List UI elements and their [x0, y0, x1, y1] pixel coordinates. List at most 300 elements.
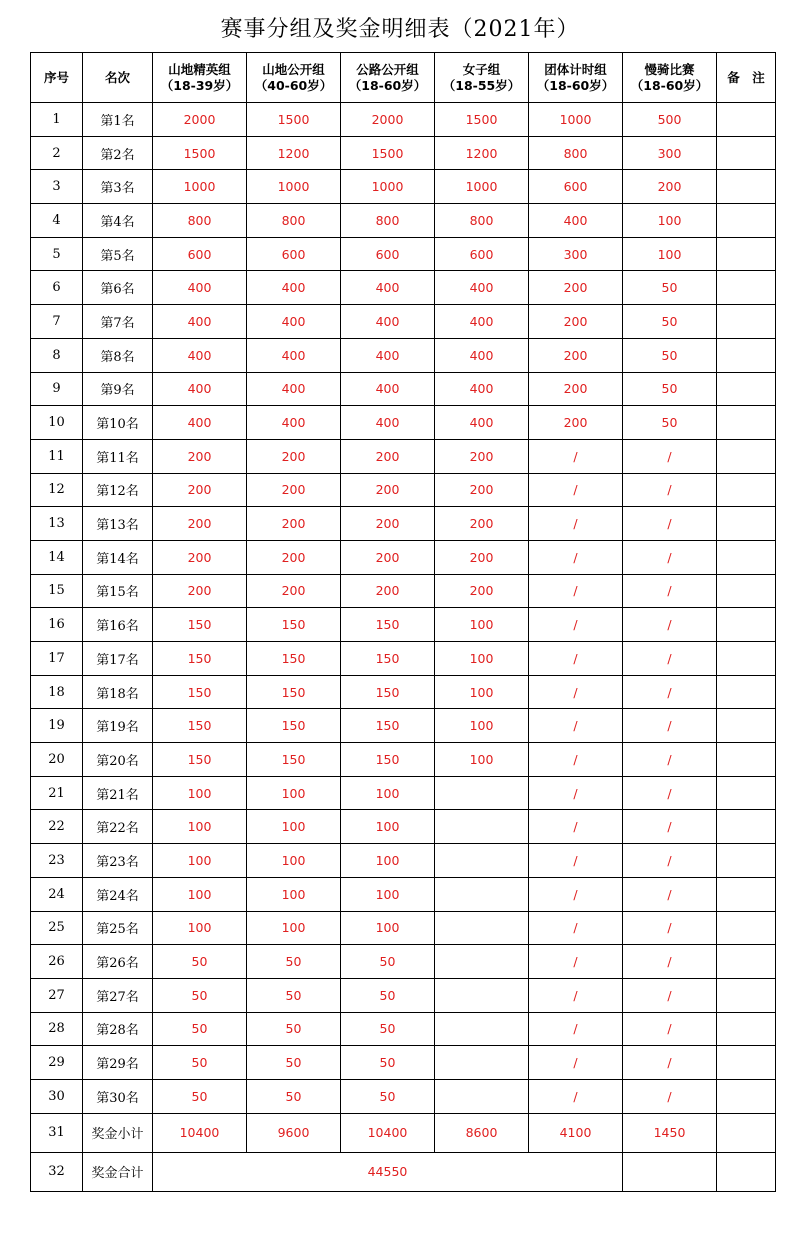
row-rank: 第28名 — [83, 1012, 153, 1046]
prize-cell: / — [623, 608, 717, 642]
prize-cell: 500 — [623, 103, 717, 137]
row-seq: 5 — [31, 237, 83, 271]
prize-cell: 200 — [153, 574, 247, 608]
prize-cell: / — [529, 1046, 623, 1080]
prize-cell: 100 — [435, 642, 529, 676]
table-row — [31, 439, 776, 473]
table-row — [31, 1046, 776, 1080]
row-rank: 第30名 — [83, 1079, 153, 1113]
header-seq: 序号 — [31, 53, 83, 103]
row-rank: 第3名 — [83, 170, 153, 204]
remark-cell — [717, 136, 776, 170]
header-row — [31, 53, 776, 103]
prize-cell: 600 — [247, 237, 341, 271]
prize-cell: 200 — [341, 473, 435, 507]
group-age: （18-55岁） — [442, 77, 521, 93]
prize-cell: 100 — [153, 810, 247, 844]
row-rank: 第12名 — [83, 473, 153, 507]
prize-cell: 100 — [153, 911, 247, 945]
remark-cell — [717, 978, 776, 1012]
group-age: （18-60岁） — [630, 77, 709, 93]
prize-cell: 50 — [153, 978, 247, 1012]
header-group-6 — [623, 53, 717, 103]
remark-cell — [717, 507, 776, 541]
prize-cell: 100 — [435, 709, 529, 743]
header-group-2 — [247, 53, 341, 103]
row-seq: 19 — [31, 709, 83, 743]
prize-cell: 150 — [341, 709, 435, 743]
prize-cell: 2000 — [153, 103, 247, 137]
prize-cell: 200 — [247, 540, 341, 574]
row-seq: 3 — [31, 170, 83, 204]
prize-cell: / — [623, 1046, 717, 1080]
prize-cell: / — [529, 675, 623, 709]
remark-cell — [717, 574, 776, 608]
prize-cell: / — [623, 439, 717, 473]
prize-cell: 1500 — [247, 103, 341, 137]
row-seq: 14 — [31, 540, 83, 574]
prize-cell: / — [529, 945, 623, 979]
prize-cell: / — [623, 844, 717, 878]
prize-cell: 200 — [341, 574, 435, 608]
prize-cell: / — [529, 709, 623, 743]
row-seq: 11 — [31, 439, 83, 473]
subtotal-label: 奖金小计 — [83, 1113, 153, 1152]
prize-cell: 100 — [153, 844, 247, 878]
group-name: 公路公开组 — [356, 61, 419, 77]
prize-cell: 600 — [341, 237, 435, 271]
row-rank: 第27名 — [83, 978, 153, 1012]
prize-cell: 200 — [341, 540, 435, 574]
group-age: （18-60岁） — [348, 77, 427, 93]
prize-cell: / — [623, 507, 717, 541]
prize-cell: 100 — [247, 877, 341, 911]
prize-cell: 200 — [529, 406, 623, 440]
table-row — [31, 844, 776, 878]
prize-cell: 200 — [153, 540, 247, 574]
empty-cell — [623, 1152, 717, 1191]
remark-cell — [717, 170, 776, 204]
prize-cell: 400 — [435, 406, 529, 440]
table-row — [31, 473, 776, 507]
prize-cell — [435, 810, 529, 844]
prize-cell: / — [623, 776, 717, 810]
prize-cell: 100 — [247, 776, 341, 810]
prize-cell: 100 — [341, 776, 435, 810]
prize-cell: / — [623, 1079, 717, 1113]
remark-cell — [717, 945, 776, 979]
row-seq: 26 — [31, 945, 83, 979]
row-rank: 第9名 — [83, 372, 153, 406]
prize-cell: / — [623, 574, 717, 608]
prize-cell: 400 — [435, 338, 529, 372]
table-row — [31, 574, 776, 608]
row-seq: 22 — [31, 810, 83, 844]
row-seq: 21 — [31, 776, 83, 810]
prize-cell: 400 — [247, 338, 341, 372]
group-name: 女子组 — [462, 61, 501, 77]
row-seq: 29 — [31, 1046, 83, 1080]
prize-cell: 100 — [341, 877, 435, 911]
prize-cell: 150 — [247, 642, 341, 676]
header-group-4 — [435, 53, 529, 103]
prize-cell: 50 — [153, 1012, 247, 1046]
prize-cell: 400 — [247, 271, 341, 305]
prize-cell: 100 — [435, 675, 529, 709]
table-row — [31, 877, 776, 911]
prize-cell: 1200 — [247, 136, 341, 170]
remark-cell — [717, 1046, 776, 1080]
prize-cell: 200 — [435, 540, 529, 574]
table-row — [31, 103, 776, 137]
row-rank: 第4名 — [83, 204, 153, 238]
prize-cell: 1500 — [153, 136, 247, 170]
prize-cell: / — [529, 877, 623, 911]
prize-cell: / — [623, 978, 717, 1012]
prize-cell: / — [529, 642, 623, 676]
row-rank: 第5名 — [83, 237, 153, 271]
prize-cell: 200 — [153, 473, 247, 507]
prize-cell: 50 — [341, 1046, 435, 1080]
table-row — [31, 338, 776, 372]
table-row — [31, 237, 776, 271]
prize-cell: 200 — [435, 507, 529, 541]
remark-cell — [717, 204, 776, 238]
prize-cell: / — [623, 945, 717, 979]
table-row — [31, 271, 776, 305]
prize-cell: 400 — [341, 305, 435, 339]
prize-cell: / — [529, 1079, 623, 1113]
row-rank: 第2名 — [83, 136, 153, 170]
subtotal-cell: 10400 — [153, 1113, 247, 1152]
prize-cell: 400 — [435, 271, 529, 305]
row-rank: 第16名 — [83, 608, 153, 642]
prize-cell: 150 — [153, 608, 247, 642]
prize-cell: 150 — [341, 608, 435, 642]
prize-cell — [435, 911, 529, 945]
prize-cell: 100 — [341, 844, 435, 878]
prize-cell: 800 — [529, 136, 623, 170]
prize-cell: 200 — [341, 507, 435, 541]
prize-cell: 150 — [247, 608, 341, 642]
prize-cell: 50 — [341, 1012, 435, 1046]
prize-cell: 50 — [341, 1079, 435, 1113]
prize-cell: 50 — [247, 978, 341, 1012]
table-row — [31, 507, 776, 541]
prize-cell — [435, 776, 529, 810]
row-seq: 30 — [31, 1079, 83, 1113]
prize-cell: / — [623, 642, 717, 676]
prize-cell: 600 — [435, 237, 529, 271]
header-remark: 备 注 — [717, 53, 776, 103]
prize-cell: 50 — [623, 305, 717, 339]
prize-cell: 400 — [247, 305, 341, 339]
prize-cell: 800 — [341, 204, 435, 238]
row-rank: 第21名 — [83, 776, 153, 810]
prize-cell: 400 — [341, 338, 435, 372]
prize-cell: 50 — [623, 406, 717, 440]
prize-cell: 150 — [247, 709, 341, 743]
row-rank: 第23名 — [83, 844, 153, 878]
row-seq: 18 — [31, 675, 83, 709]
row-seq: 2 — [31, 136, 83, 170]
row-rank: 第13名 — [83, 507, 153, 541]
prize-cell: 50 — [153, 1079, 247, 1113]
prize-cell: 200 — [529, 372, 623, 406]
row-seq: 31 — [31, 1113, 83, 1152]
prize-cell: 100 — [247, 844, 341, 878]
prize-cell: 400 — [341, 372, 435, 406]
remark-cell — [717, 608, 776, 642]
remark-cell — [717, 271, 776, 305]
row-seq: 15 — [31, 574, 83, 608]
row-seq: 16 — [31, 608, 83, 642]
prize-cell: 400 — [435, 372, 529, 406]
group-name: 山地公开组 — [262, 61, 325, 77]
subtotal-row — [31, 1113, 776, 1152]
prize-cell: 100 — [341, 911, 435, 945]
subtotal-cell: 4100 — [529, 1113, 623, 1152]
remark-cell — [717, 237, 776, 271]
prize-cell: 200 — [153, 507, 247, 541]
prize-cell: 1000 — [153, 170, 247, 204]
row-rank: 第10名 — [83, 406, 153, 440]
prize-cell: 150 — [341, 675, 435, 709]
prize-cell: / — [623, 743, 717, 777]
prize-cell: 200 — [247, 439, 341, 473]
prize-cell: 100 — [341, 810, 435, 844]
prize-cell: 50 — [247, 945, 341, 979]
prize-cell: 400 — [435, 305, 529, 339]
remark-cell — [717, 844, 776, 878]
remark-cell — [717, 675, 776, 709]
prize-cell: 150 — [341, 642, 435, 676]
remark-cell — [717, 743, 776, 777]
prize-cell: 150 — [247, 743, 341, 777]
table-row — [31, 675, 776, 709]
remark-cell — [717, 372, 776, 406]
prize-cell: 150 — [247, 675, 341, 709]
prize-cell — [435, 945, 529, 979]
table-row — [31, 978, 776, 1012]
prize-cell: 50 — [623, 271, 717, 305]
group-name: 慢骑比赛 — [644, 61, 695, 77]
prize-table — [30, 52, 776, 1192]
prize-cell: 1000 — [341, 170, 435, 204]
prize-cell: 1200 — [435, 136, 529, 170]
prize-cell: 200 — [247, 473, 341, 507]
prize-cell: 50 — [153, 1046, 247, 1080]
row-rank: 第22名 — [83, 810, 153, 844]
prize-cell: 400 — [247, 372, 341, 406]
row-rank: 第29名 — [83, 1046, 153, 1080]
remark-cell — [717, 1079, 776, 1113]
table-row — [31, 743, 776, 777]
prize-cell: 400 — [153, 338, 247, 372]
row-seq: 10 — [31, 406, 83, 440]
row-seq: 28 — [31, 1012, 83, 1046]
prize-cell: 1500 — [435, 103, 529, 137]
prize-cell: 50 — [247, 1012, 341, 1046]
total-value: 44550 — [153, 1152, 623, 1191]
prize-cell: / — [623, 911, 717, 945]
table-body — [31, 103, 776, 1192]
row-rank: 第20名 — [83, 743, 153, 777]
remark-cell — [717, 473, 776, 507]
row-rank: 第25名 — [83, 911, 153, 945]
prize-cell: / — [529, 507, 623, 541]
prize-cell: 300 — [529, 237, 623, 271]
prize-cell: 50 — [341, 945, 435, 979]
prize-cell: 50 — [247, 1046, 341, 1080]
row-rank: 第18名 — [83, 675, 153, 709]
remark-cell — [717, 338, 776, 372]
remark-cell — [717, 1152, 776, 1191]
prize-cell: 150 — [153, 743, 247, 777]
row-rank: 第8名 — [83, 338, 153, 372]
prize-cell — [435, 1079, 529, 1113]
prize-cell: 200 — [529, 338, 623, 372]
prize-cell — [435, 877, 529, 911]
prize-cell: 200 — [623, 170, 717, 204]
row-seq: 32 — [31, 1152, 83, 1191]
prize-cell: / — [623, 877, 717, 911]
group-name: 山地精英组 — [168, 61, 231, 77]
row-rank: 第24名 — [83, 877, 153, 911]
prize-cell: 50 — [341, 978, 435, 1012]
prize-cell: 50 — [153, 945, 247, 979]
prize-cell: 200 — [529, 305, 623, 339]
prize-cell: 800 — [153, 204, 247, 238]
header-group-1 — [153, 53, 247, 103]
row-rank: 第14名 — [83, 540, 153, 574]
prize-cell: 1000 — [529, 103, 623, 137]
subtotal-cell: 9600 — [247, 1113, 341, 1152]
prize-cell: 1500 — [341, 136, 435, 170]
row-rank: 第26名 — [83, 945, 153, 979]
header-rank: 名次 — [83, 53, 153, 103]
prize-cell: 400 — [153, 271, 247, 305]
row-seq: 1 — [31, 103, 83, 137]
remark-cell — [717, 540, 776, 574]
prize-cell — [435, 978, 529, 1012]
prize-cell: / — [623, 540, 717, 574]
row-seq: 12 — [31, 473, 83, 507]
prize-cell: 150 — [153, 642, 247, 676]
prize-cell: 1000 — [435, 170, 529, 204]
prize-cell: 2000 — [341, 103, 435, 137]
table-row — [31, 608, 776, 642]
table-row — [31, 305, 776, 339]
page-title: 赛事分组及奖金明细表（2021年） — [220, 17, 580, 42]
table-row — [31, 170, 776, 204]
row-seq: 6 — [31, 271, 83, 305]
table-row — [31, 776, 776, 810]
table-row — [31, 204, 776, 238]
prize-cell: 400 — [341, 406, 435, 440]
prize-cell: / — [529, 473, 623, 507]
group-age: （40-60岁） — [254, 77, 333, 93]
table-row — [31, 810, 776, 844]
prize-cell: 200 — [435, 574, 529, 608]
prize-cell: 400 — [153, 406, 247, 440]
prize-cell — [435, 1012, 529, 1046]
prize-cell: 200 — [247, 574, 341, 608]
row-rank: 第19名 — [83, 709, 153, 743]
prize-cell: / — [529, 608, 623, 642]
row-seq: 9 — [31, 372, 83, 406]
group-age: （18-60岁） — [536, 77, 615, 93]
prize-cell: / — [529, 540, 623, 574]
prize-cell: 100 — [247, 810, 341, 844]
row-seq: 7 — [31, 305, 83, 339]
prize-cell: 100 — [247, 911, 341, 945]
row-rank: 第17名 — [83, 642, 153, 676]
prize-cell: 200 — [529, 271, 623, 305]
prize-cell: / — [623, 1012, 717, 1046]
prize-cell: 100 — [623, 204, 717, 238]
prize-cell: 200 — [247, 507, 341, 541]
prize-cell: / — [623, 473, 717, 507]
row-seq: 20 — [31, 743, 83, 777]
table-row — [31, 1012, 776, 1046]
prize-cell: 800 — [247, 204, 341, 238]
remark-cell — [717, 776, 776, 810]
prize-cell: 50 — [623, 372, 717, 406]
prize-cell: 200 — [341, 439, 435, 473]
row-rank: 第6名 — [83, 271, 153, 305]
remark-cell — [717, 1113, 776, 1152]
prize-cell: 100 — [623, 237, 717, 271]
row-rank: 第7名 — [83, 305, 153, 339]
remark-cell — [717, 709, 776, 743]
total-row — [31, 1152, 776, 1191]
prize-cell: / — [623, 709, 717, 743]
total-label: 奖金合计 — [83, 1152, 153, 1191]
remark-cell — [717, 810, 776, 844]
prize-cell — [435, 1046, 529, 1080]
row-seq: 4 — [31, 204, 83, 238]
prize-cell: 400 — [341, 271, 435, 305]
subtotal-cell: 8600 — [435, 1113, 529, 1152]
prize-cell: / — [529, 776, 623, 810]
prize-cell: 800 — [435, 204, 529, 238]
prize-cell: 200 — [435, 439, 529, 473]
prize-cell: 600 — [153, 237, 247, 271]
remark-cell — [717, 406, 776, 440]
table-row — [31, 540, 776, 574]
prize-cell: 600 — [529, 170, 623, 204]
remark-cell — [717, 877, 776, 911]
row-seq: 8 — [31, 338, 83, 372]
prize-cell: 150 — [153, 675, 247, 709]
prize-cell: 150 — [153, 709, 247, 743]
header-group-5 — [529, 53, 623, 103]
prize-cell: / — [529, 844, 623, 878]
prize-cell: 1000 — [247, 170, 341, 204]
prize-cell: 100 — [435, 743, 529, 777]
prize-cell: / — [529, 574, 623, 608]
subtotal-cell: 10400 — [341, 1113, 435, 1152]
prize-cell: / — [529, 911, 623, 945]
prize-cell: / — [529, 810, 623, 844]
table-row — [31, 1079, 776, 1113]
prize-cell: 300 — [623, 136, 717, 170]
row-seq: 24 — [31, 877, 83, 911]
prize-cell: 50 — [247, 1079, 341, 1113]
prize-cell: 100 — [435, 608, 529, 642]
remark-cell — [717, 103, 776, 137]
